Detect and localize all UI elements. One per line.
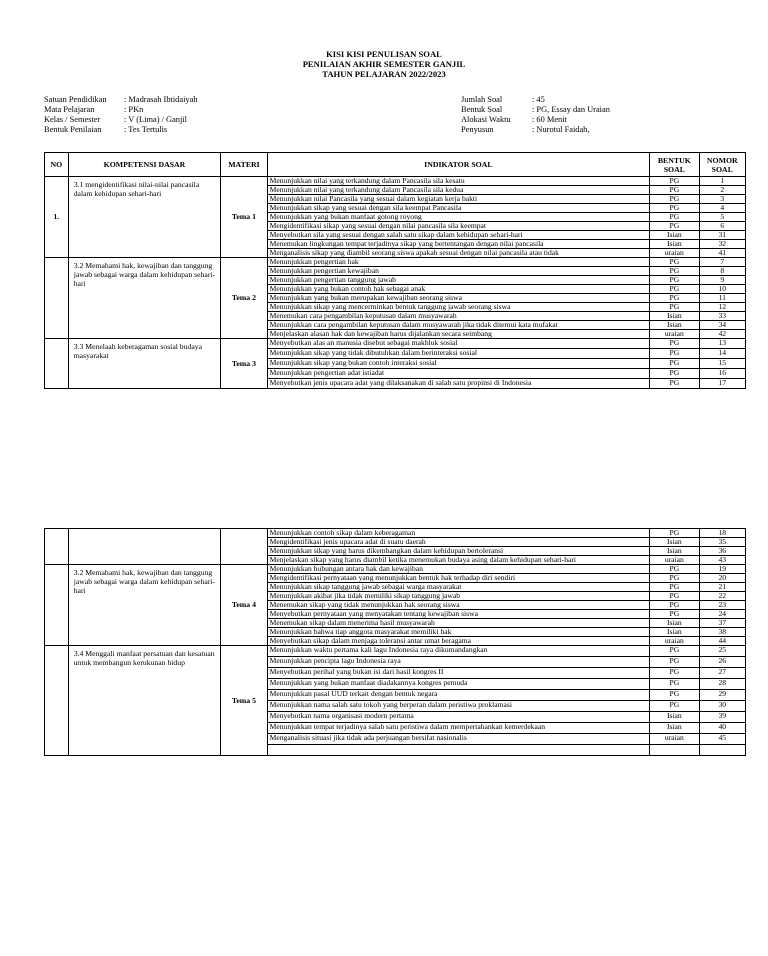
cell-indikator: Menemukan sikap dalam menerima hasil musyawarah — [267, 619, 649, 628]
cell-indikator: Menunjukkan nama salah satu tokoh yang berperan dalam peristiwa proklamasi — [267, 701, 649, 712]
cell-bentuk-soal: PG — [650, 186, 699, 195]
cell-nomor-soal: 36 — [699, 547, 745, 556]
cell-bentuk-soal: PG — [650, 592, 699, 601]
cell-nomor-soal: 35 — [699, 538, 745, 547]
cell-no — [45, 258, 69, 339]
cell-indikator: Menunjukkan yang bukan manfaat gotong royong — [267, 213, 649, 222]
cell-indikator: Menunjukkan sikap yang sesuai dengan sila keempat Pancasila — [267, 204, 649, 213]
cell-indikator: Menunjukkan pengertian hak — [267, 258, 649, 267]
cell-bentuk-soal: Isian — [650, 240, 699, 249]
cell-nomor-soal: 29 — [699, 690, 745, 701]
cell-materi: Tema 3 — [221, 339, 267, 389]
cell-materi: Tema 1 — [221, 177, 267, 258]
cell-kompetensi-dasar: 3.4 Menggali manfaat persatuan dan kesatuan untuk membangun kerukunan hidup — [68, 646, 221, 756]
cell-bentuk-soal: PG — [650, 379, 699, 389]
meta-label: Satuan Pendidikan — [44, 95, 107, 104]
cell-indikator: Menunjukkan sikap tanggung jawab sebagai warga masyarakat — [267, 583, 649, 592]
cell-kompetensi-dasar: 3.3 Menelaah keberagaman sosial budaya masyarakat — [68, 339, 221, 389]
cell-nomor-soal: 4 — [699, 204, 745, 213]
doc-title: KISI KISI PENULISAN SOAL — [326, 49, 442, 59]
cell-indikator: Menganalisis sikap yang diambil seorang siswa apakah sesuai dengan nilai pancasila atau tidak — [267, 249, 649, 258]
cell-indikator: Menunjukkan nilai yang terkandung dalam Pancasila sila kesatu — [267, 177, 649, 186]
cell-indikator: Menemukan lingkungan tempat terjadinya sikap yang bertentangan dengan nilai pancasila — [267, 240, 649, 249]
cell-nomor-soal: 16 — [699, 369, 745, 379]
cell-nomor-soal: 22 — [699, 592, 745, 601]
cell-nomor-soal: 8 — [699, 267, 745, 276]
col-header-indikator: INDIKATOR SOAL — [267, 153, 649, 177]
cell-indikator: Menunjukkan pengertian adat istiadat — [267, 369, 649, 379]
cell-materi: Tema 5 — [221, 646, 267, 756]
cell-nomor-soal: 15 — [699, 359, 745, 369]
cell-bentuk-soal — [650, 745, 699, 756]
cell-indikator: Menunjukkan tempat terjadinya salah satu peristiwa dalam mempertahankan kemerdekaan — [267, 723, 649, 734]
cell-bentuk-soal: PG — [650, 349, 699, 359]
cell-indikator: Mengidentifikasi pernyataan yang menunjukkan bentuk hak terhadap diri sendiri — [267, 574, 649, 583]
cell-nomor-soal: 34 — [699, 321, 745, 330]
cell-bentuk-soal: PG — [650, 267, 699, 276]
cell-bentuk-soal: PG — [650, 204, 699, 213]
cell-no: 1. — [45, 177, 69, 258]
cell-bentuk-soal: uraian — [650, 249, 699, 258]
col-header-no: NO — [45, 153, 69, 177]
cell-kompetensi-dasar: 3.1 mengidentifikasi nilai-nilai pancasila dalam kehidupan sehari-hari — [68, 177, 221, 258]
cell-indikator: Menunjukkan pencipta lagu Indonesia raya — [267, 657, 649, 668]
cell-nomor-soal: 1 — [699, 177, 745, 186]
cell-indikator: Menyebutkan alas an manusia disebut sebagai makhluk sosial — [267, 339, 649, 349]
col-header-kd: KOMPETENSI DASAR — [68, 153, 221, 177]
cell-indikator: Menunjukkan yang bukan manfaat diadakannya kongres pemuda — [267, 679, 649, 690]
cell-kompetensi-dasar: 3.2 Memahami hak, kewajiban dan tanggung jawab sebagai warga dalam kehidupan sehari-hari — [68, 258, 221, 339]
cell-kompetensi-dasar: 3.2 Memahami hak, kewajiban dan tanggung jawab sebagai warga dalam kehidupan sehari-hari — [68, 565, 221, 646]
cell-indikator: Menyebutkan sikap dalam menjaga toleransi antar umat beragama — [267, 637, 649, 646]
cell-indikator: Menunjukkan pasal UUD terkait dengan bentuk negara — [267, 690, 649, 701]
cell-indikator: Mengidentifikasi sikap yang sesuai dengan nilai pancasila sila keempat — [267, 222, 649, 231]
cell-bentuk-soal: uraian — [650, 556, 699, 565]
cell-indikator: Menjelaskan sikap yang harus diambil ketika menemukan budaya asing dalam kehidupan sehari-hari — [267, 556, 649, 565]
cell-indikator: Menunjukkan contoh sikap dalam keberagaman — [267, 529, 649, 538]
meta-label: Bentuk Soal — [461, 105, 503, 114]
table-body — [45, 177, 746, 389]
cell-indikator: Menunjukkan sikap yang bukan contoh interaksi sosial — [267, 359, 649, 369]
cell-nomor-soal: 6 — [699, 222, 745, 231]
meta-label: Bentuk Penilaian — [44, 125, 102, 134]
cell-indikator: Menunjukkan yang bukan contoh hak sebagai anak — [267, 285, 649, 294]
col-header-nomor: NOMOR SOAL — [699, 153, 745, 177]
cell-bentuk-soal: PG — [650, 177, 699, 186]
cell-indikator: Menunjukkan cara pengambilan keputusan dalam musyawarah jika tidak ditemui kata mufakat — [267, 321, 649, 330]
cell-bentuk-soal: PG — [650, 646, 699, 657]
cell-materi — [221, 529, 267, 565]
cell-no — [45, 529, 69, 565]
cell-bentuk-soal: PG — [650, 258, 699, 267]
cell-bentuk-soal: PG — [650, 339, 699, 349]
cell-indikator: Menunjukkan waktu pertama kali lagu Indonesia raya dikumandangkan — [267, 646, 649, 657]
cell-bentuk-soal: PG — [650, 610, 699, 619]
cell-bentuk-soal: uraian — [650, 734, 699, 745]
cell-nomor-soal: 45 — [699, 734, 745, 745]
cell-nomor-soal: 12 — [699, 303, 745, 312]
meta-value: : Madrasah Ibtidaiyah — [124, 95, 198, 104]
table-row — [45, 177, 746, 186]
cell-nomor-soal: 37 — [699, 619, 745, 628]
cell-nomor-soal: 17 — [699, 379, 745, 389]
cell-nomor-soal: 43 — [699, 556, 745, 565]
cell-nomor-soal: 11 — [699, 294, 745, 303]
meta-right — [461, 95, 610, 135]
cell-nomor-soal: 23 — [699, 601, 745, 610]
cell-indikator: Mengidentifikasi jenis upacara adat di suatu daerah — [267, 538, 649, 547]
cell-bentuk-soal: PG — [650, 701, 699, 712]
cell-indikator: Menunjukkan sikap yang mencerminkan bentuk tanggung jawab seorang siswa — [267, 303, 649, 312]
cell-nomor-soal: 44 — [699, 637, 745, 646]
cell-nomor-soal: 13 — [699, 339, 745, 349]
cell-nomor-soal: 26 — [699, 657, 745, 668]
cell-bentuk-soal: Isian — [650, 628, 699, 637]
cell-bentuk-soal: PG — [650, 657, 699, 668]
cell-nomor-soal: 31 — [699, 231, 745, 240]
cell-nomor-soal: 25 — [699, 646, 745, 657]
cell-indikator: Menyebutkan pernyataan yang menyatakan tentang kewajiban siswa — [267, 610, 649, 619]
cell-indikator: Menunjukkan hubungan antara hak dan kewajiban — [267, 565, 649, 574]
cell-nomor-soal: 24 — [699, 610, 745, 619]
cell-indikator — [267, 745, 649, 756]
meta-value: : PG, Essay dan Uraian — [532, 105, 610, 114]
cell-bentuk-soal: PG — [650, 213, 699, 222]
meta-label: Jumlah Soal — [461, 95, 503, 104]
cell-kompetensi-dasar — [68, 529, 221, 565]
cell-bentuk-soal: PG — [650, 583, 699, 592]
cell-bentuk-soal: PG — [650, 529, 699, 538]
cell-bentuk-soal: PG — [650, 195, 699, 204]
cell-bentuk-soal: Isian — [650, 712, 699, 723]
meta-value: : 45 — [532, 95, 545, 104]
table-body — [45, 529, 746, 756]
cell-bentuk-soal: PG — [650, 668, 699, 679]
cell-indikator: Menemukan sikap yang tidak menunjukkan hak seorang siswa — [267, 601, 649, 610]
table-row — [45, 258, 746, 267]
table-row — [45, 646, 746, 657]
cell-nomor-soal: 32 — [699, 240, 745, 249]
meta-label: Kelas / Semester — [44, 115, 101, 124]
cell-bentuk-soal: PG — [650, 276, 699, 285]
cell-nomor-soal — [699, 745, 745, 756]
cell-nomor-soal: 27 — [699, 668, 745, 679]
cell-bentuk-soal: PG — [650, 574, 699, 583]
cell-bentuk-soal: PG — [650, 565, 699, 574]
kisi-table-page-1 — [44, 152, 746, 389]
table-row — [45, 339, 746, 349]
cell-bentuk-soal: Isian — [650, 547, 699, 556]
cell-bentuk-soal: uraian — [650, 330, 699, 339]
col-header-bentuk: BENTUK SOAL — [650, 153, 699, 177]
meta-label: Mata Pelajaran — [44, 105, 95, 114]
cell-indikator: Menunjukkan nilai yang terkandung dalam Pancasila sila kedua — [267, 186, 649, 195]
col-header-materi: MATERI — [221, 153, 267, 177]
meta-value: : PKn — [124, 105, 144, 114]
cell-nomor-soal: 21 — [699, 583, 745, 592]
cell-bentuk-soal: Isian — [650, 231, 699, 240]
cell-bentuk-soal: uraian — [650, 637, 699, 646]
meta-value: : Nurotul Faidah, — [532, 125, 590, 134]
doc-subtitle: PENILAIAN AKHIR SEMESTER GANJIL — [302, 59, 466, 69]
cell-nomor-soal: 40 — [699, 723, 745, 734]
cell-indikator: Menunjukkan pengertian kewajiban — [267, 267, 649, 276]
cell-nomor-soal: 5 — [699, 213, 745, 222]
meta-value: : V (Lima) / Ganjil — [124, 115, 187, 124]
meta-label: Penyusun — [461, 125, 494, 134]
cell-nomor-soal: 18 — [699, 529, 745, 538]
meta-value: : Tes Tertulis — [124, 125, 168, 134]
cell-bentuk-soal: PG — [650, 294, 699, 303]
cell-nomor-soal: 28 — [699, 679, 745, 690]
cell-nomor-soal: 39 — [699, 712, 745, 723]
cell-indikator: Menyebutkan sila yang sesuai dengan salah satu sikap dalam kehidupan sehari-hari — [267, 231, 649, 240]
cell-indikator: Menunjukkan yang bukan merupakan kewajiban seorang siswa — [267, 294, 649, 303]
cell-indikator: Menunjukkan sikap yang harus dikembangkan dalam kehidupan bertoleransi — [267, 547, 649, 556]
cell-bentuk-soal: PG — [650, 359, 699, 369]
cell-indikator: Menganalisis situasi jika tidak ada perjuangan bersifat nasionalis — [267, 734, 649, 745]
cell-bentuk-soal: PG — [650, 303, 699, 312]
cell-indikator: Menjelaskan alasan hak dan kewajiban harus dijalankan secara seimbang — [267, 330, 649, 339]
cell-nomor-soal: 3 — [699, 195, 745, 204]
cell-indikator: Menunjukkan akibat jika tidak memiliki sikap tanggung jawab — [267, 592, 649, 601]
cell-nomor-soal: 20 — [699, 574, 745, 583]
cell-nomor-soal: 2 — [699, 186, 745, 195]
cell-indikator: Menunjukkan sikap yang tidak dibutuhkan dalam berinteraksi sosial — [267, 349, 649, 359]
cell-indikator: Menunjukkan nilai Pancasila yang sesuai dalam kegiatan kerja bakti — [267, 195, 649, 204]
doc-year: TAHUN PELAJARAN 2022/2023 — [322, 69, 446, 79]
cell-indikator: Menyebutkan nama organisasi modern pertama — [267, 712, 649, 723]
cell-bentuk-soal: Isian — [650, 619, 699, 628]
cell-no — [45, 565, 69, 646]
cell-nomor-soal: 33 — [699, 312, 745, 321]
cell-nomor-soal: 7 — [699, 258, 745, 267]
cell-bentuk-soal: PG — [650, 222, 699, 231]
cell-nomor-soal: 30 — [699, 701, 745, 712]
cell-nomor-soal: 9 — [699, 276, 745, 285]
cell-bentuk-soal: Isian — [650, 723, 699, 734]
cell-bentuk-soal: Isian — [650, 321, 699, 330]
kisi-table-page-2 — [44, 528, 746, 756]
meta-label: Alokasi Waktu — [461, 115, 511, 124]
cell-no — [45, 339, 69, 389]
cell-indikator: Menemukan cara pengambilan keputusan dalam musyawarah — [267, 312, 649, 321]
cell-bentuk-soal: PG — [650, 285, 699, 294]
cell-nomor-soal: 10 — [699, 285, 745, 294]
cell-nomor-soal: 19 — [699, 565, 745, 574]
cell-nomor-soal: 14 — [699, 349, 745, 359]
meta-value: : 60 Menit — [532, 115, 567, 124]
cell-indikator: Menunjukkan pengertian tanggung jawab — [267, 276, 649, 285]
cell-indikator: Menyebutkan perihal yang bukan isi dari hasil kongres II — [267, 668, 649, 679]
cell-bentuk-soal: PG — [650, 601, 699, 610]
cell-bentuk-soal: Isian — [650, 538, 699, 547]
cell-nomor-soal: 42 — [699, 330, 745, 339]
cell-no — [45, 646, 69, 756]
table-row — [45, 565, 746, 574]
cell-materi: Tema 2 — [221, 258, 267, 339]
cell-materi: Tema 4 — [221, 565, 267, 646]
cell-bentuk-soal: PG — [650, 369, 699, 379]
cell-nomor-soal: 41 — [699, 249, 745, 258]
meta-left — [44, 95, 198, 135]
cell-nomor-soal: 38 — [699, 628, 745, 637]
cell-bentuk-soal: PG — [650, 690, 699, 701]
cell-indikator: Menunjukkan bahwa tiap anggota masyarakat memiliki hak — [267, 628, 649, 637]
cell-bentuk-soal: Isian — [650, 312, 699, 321]
cell-indikator: Menyebutkan jenis upacara adat yang dilaksanakan di salah satu propinsi di Indonesia — [267, 379, 649, 389]
cell-bentuk-soal: PG — [650, 679, 699, 690]
table-row — [45, 529, 746, 538]
